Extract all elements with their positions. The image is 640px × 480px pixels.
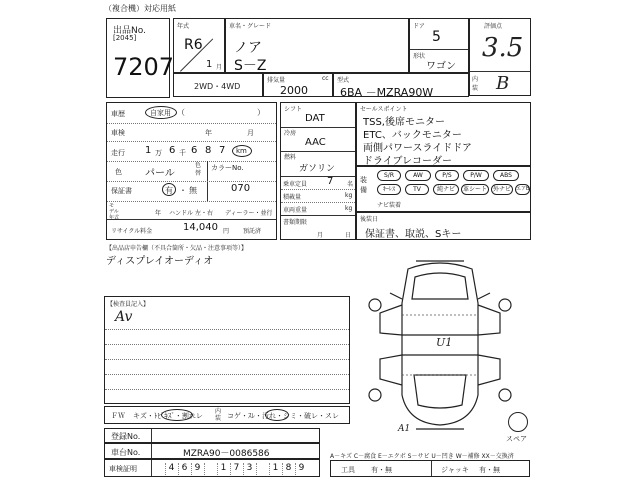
row-divider <box>107 201 276 202</box>
tools-label: 工具 <box>341 466 355 474</box>
color-change-label: 色替 <box>195 162 202 177</box>
sales-label: セールスポイント <box>360 106 408 113</box>
weight-label: 車両重量 <box>283 207 308 214</box>
score-value: 3.5 <box>482 33 524 63</box>
history-label: 車歴 <box>111 110 125 118</box>
column-divider <box>431 461 432 476</box>
cert-digit <box>256 463 268 475</box>
jack-value: 有・無 <box>479 466 500 474</box>
tools-value: 有・無 <box>371 466 392 474</box>
drive-text: 2WD・4WD <box>194 82 241 91</box>
displacement-label: 排気量 <box>267 77 286 84</box>
cert-digit: 9 <box>295 463 307 475</box>
jack-label: ジャッキ <box>441 466 469 474</box>
dealer-label: ディーラー・並行 <box>225 210 273 217</box>
reg-row <box>104 428 320 443</box>
year-month-unit: 月 <box>216 64 223 71</box>
fw-circle <box>161 409 193 421</box>
score-box <box>469 18 531 96</box>
row-divider <box>107 141 276 142</box>
drive-box <box>173 73 263 97</box>
diagram-center-mark: U1 <box>436 336 453 349</box>
warranty-yes: 有 <box>165 186 173 195</box>
reg-label: 登録No. <box>111 432 141 441</box>
lot-number: 7207 <box>113 53 175 81</box>
model-year-unit: 年 <box>155 210 162 217</box>
equip-airbag: エアB <box>515 184 530 195</box>
ruled-line <box>105 374 349 375</box>
sales-point: TSS,後席モニター <box>363 117 445 128</box>
handle-value: 左・右 <box>195 210 214 217</box>
lot-small-number: [2045] <box>113 34 137 42</box>
interior-score: B <box>496 73 510 94</box>
after-text: 保証書、取説、Sキー <box>365 229 462 240</box>
doors-value: 5 <box>432 29 441 45</box>
car-grade: S－Z <box>234 58 267 74</box>
after-label: 後装日 <box>360 216 379 223</box>
year-label: 年式 <box>177 23 190 30</box>
fw-interior-text: コゲ・ｽﾚ・汚れ・シミ・破レ・スレ <box>227 412 339 420</box>
mileage-digit: 6 <box>169 145 176 156</box>
row-divider <box>107 219 276 220</box>
model-box <box>333 73 469 97</box>
model-label: 型式 <box>337 77 350 84</box>
year-box <box>173 18 225 73</box>
capacity-unit: 名 <box>347 181 354 188</box>
ruled-line <box>105 329 349 330</box>
displacement-value: 2000 <box>280 84 308 97</box>
row-divider <box>107 123 276 124</box>
row-divider <box>107 161 276 162</box>
equip-oem-navi: 純ナビ <box>433 184 459 195</box>
row-divider <box>281 189 355 190</box>
mileage-unit: km <box>236 147 247 155</box>
history-paren-open: （ <box>177 108 185 117</box>
load-label: 積載量 <box>283 194 302 201</box>
shift-label: シフト <box>284 106 303 113</box>
car-name: ノア <box>234 40 262 56</box>
mileage-digit: 7 <box>219 145 226 156</box>
color-number: 070 <box>231 183 251 194</box>
doors-divider <box>410 49 468 50</box>
equip-ps: P/S <box>435 170 459 181</box>
warranty-no: 無 <box>189 186 197 195</box>
spare-label: スペア <box>506 435 527 443</box>
row-divider <box>281 202 355 203</box>
interior-label: 内装 <box>472 76 479 92</box>
cert-digit: 4 <box>165 463 177 475</box>
inspector-box <box>104 296 350 404</box>
capacity-value: 7 <box>327 176 334 187</box>
column-divider <box>151 444 152 458</box>
score-divider <box>470 71 530 72</box>
warranty-sep: ・ <box>179 186 187 195</box>
equip-abs: ABS <box>493 170 519 181</box>
model-value: 6BA －MZRA90W <box>340 86 434 99</box>
fuel-value: ガソリン <box>299 164 336 174</box>
fw-text: キズ・ﾄﾋﾞｷｽﾞ・割れレ <box>133 412 203 420</box>
handle-label: ハンドル <box>169 210 194 217</box>
sales-point: ドライブレコーダー <box>363 156 452 167</box>
cert-digit: 8 <box>282 463 294 475</box>
color-value: パール <box>145 168 175 179</box>
cert-digit: 3 <box>243 463 255 475</box>
navi-label: ナビ装着 <box>377 202 402 209</box>
equip-tv: TV <box>405 184 429 195</box>
notes-text: ディスプレイオーディオ <box>106 256 214 267</box>
vin-label: 車台No. <box>111 448 141 457</box>
damage-legend: A－キズ C－腐食 E－エクボ S－サビ U－凹き W－補修 XX－交換済 <box>330 453 514 460</box>
cert-digit: 9 <box>191 463 203 475</box>
tools-jack-row <box>330 460 530 477</box>
cert-row <box>104 459 320 477</box>
equip-sr: S/R <box>377 170 401 181</box>
validity-month-unit: 月 <box>317 232 324 239</box>
equipment-label: 装備 <box>360 176 367 194</box>
cert-digit: 1 <box>269 463 281 475</box>
sales-block <box>356 102 531 166</box>
doors-box <box>409 18 469 73</box>
sales-point: ETC、バックモニター <box>363 130 462 141</box>
car-name-label: 車名・グレード <box>229 23 272 30</box>
year-era: R6 <box>184 37 203 53</box>
shape-value: ワゴン <box>426 61 456 72</box>
equip-leather: 革シート <box>462 186 487 193</box>
left-info-block <box>106 102 277 240</box>
inspector-text: Av <box>115 309 133 325</box>
equip-aftermarket-navi: 外ナビ <box>492 186 511 193</box>
fw-label: ＦＷ <box>111 412 125 420</box>
ac-value: AAC <box>305 137 326 148</box>
fuel-label: 燃料 <box>284 154 297 161</box>
mileage-label: 走行 <box>111 149 125 157</box>
mileage-digit: 8 <box>205 145 212 156</box>
equip-aw: AW <box>405 170 431 181</box>
cert-digit: 1 <box>217 463 229 475</box>
load-unit: kg <box>345 192 353 199</box>
vin-row <box>104 443 320 459</box>
score-label: 評価点 <box>484 23 503 30</box>
equip-keyless: ｷｰﾚｽ <box>377 184 401 195</box>
weight-unit: kg <box>345 205 353 212</box>
recycle-value: 14,040 <box>183 222 218 233</box>
inspection-label: 車検 <box>111 129 125 137</box>
validity-label: 書類期限 <box>283 219 308 226</box>
diagram-bottom-mark: A1 <box>398 424 411 434</box>
history-value: 自家用 <box>150 109 171 117</box>
inspection-year-unit: 年 <box>205 129 212 137</box>
ruled-line <box>105 344 349 345</box>
inspector-title: 【検査員記入】 <box>107 301 150 308</box>
fw-row <box>104 406 350 424</box>
recycle-unit: 円 <box>223 228 230 235</box>
mileage-unit-man: 万 <box>155 149 162 157</box>
year-month: 1 <box>206 59 213 70</box>
after-block <box>356 212 531 240</box>
cert-digit: 6 <box>178 463 190 475</box>
lot-box <box>106 18 175 98</box>
doors-label: ドア <box>413 23 425 30</box>
row-divider <box>281 215 355 216</box>
recycle-label: リサイクル料金 <box>111 228 153 235</box>
fw-interior-circle <box>265 409 289 421</box>
validity-day-unit: 日 <box>345 232 352 239</box>
shift-value: DAT <box>305 113 325 124</box>
lot-label: 出品No. <box>113 26 146 36</box>
form-subtitle: （複合機）対応用紙 <box>104 4 176 13</box>
spec-block <box>280 102 356 240</box>
mileage-unit-sen: 千 <box>179 149 186 157</box>
history-paren-close: ） <box>257 108 265 117</box>
cert-digit: 7 <box>230 463 242 475</box>
shape-label: 形状 <box>413 53 426 60</box>
row-divider <box>107 181 276 182</box>
capacity-label: 乗車定員 <box>283 181 308 188</box>
ac-label: 冷房 <box>284 130 297 137</box>
mileage-digit: 1 <box>145 145 152 156</box>
inspection-month-unit: 月 <box>247 129 254 137</box>
cert-digit <box>204 463 216 475</box>
row-divider <box>281 176 355 177</box>
displacement-unit: cc <box>322 75 329 82</box>
warranty-label: 保証書 <box>111 187 132 195</box>
recycle-status: 預託済 <box>243 228 262 235</box>
car-name-box <box>225 18 409 73</box>
model-year-label: モデル年式 <box>109 203 120 221</box>
ruled-line <box>105 359 349 360</box>
cert-label: 車検証明 <box>109 465 137 473</box>
displacement-box <box>263 73 333 97</box>
ruled-line <box>105 389 349 390</box>
equip-pw: P/W <box>463 170 489 181</box>
mileage-digit: 6 <box>191 145 198 156</box>
color-label: 色 <box>115 168 122 176</box>
equipment-block <box>356 166 531 212</box>
spare-tire-icon <box>508 412 528 432</box>
fw-interior-label: 内装 <box>215 408 222 422</box>
color-no-label: カラーNo. <box>211 164 244 172</box>
column-divider <box>151 460 152 476</box>
sales-point: 両側パワースライドドア <box>363 143 472 154</box>
vin-value: MZRA90－0086586 <box>183 449 270 459</box>
column-divider <box>151 429 152 442</box>
notes-title: 【出品店申告欄（不具合箇所・欠品・注意事項等）】 <box>106 245 248 252</box>
